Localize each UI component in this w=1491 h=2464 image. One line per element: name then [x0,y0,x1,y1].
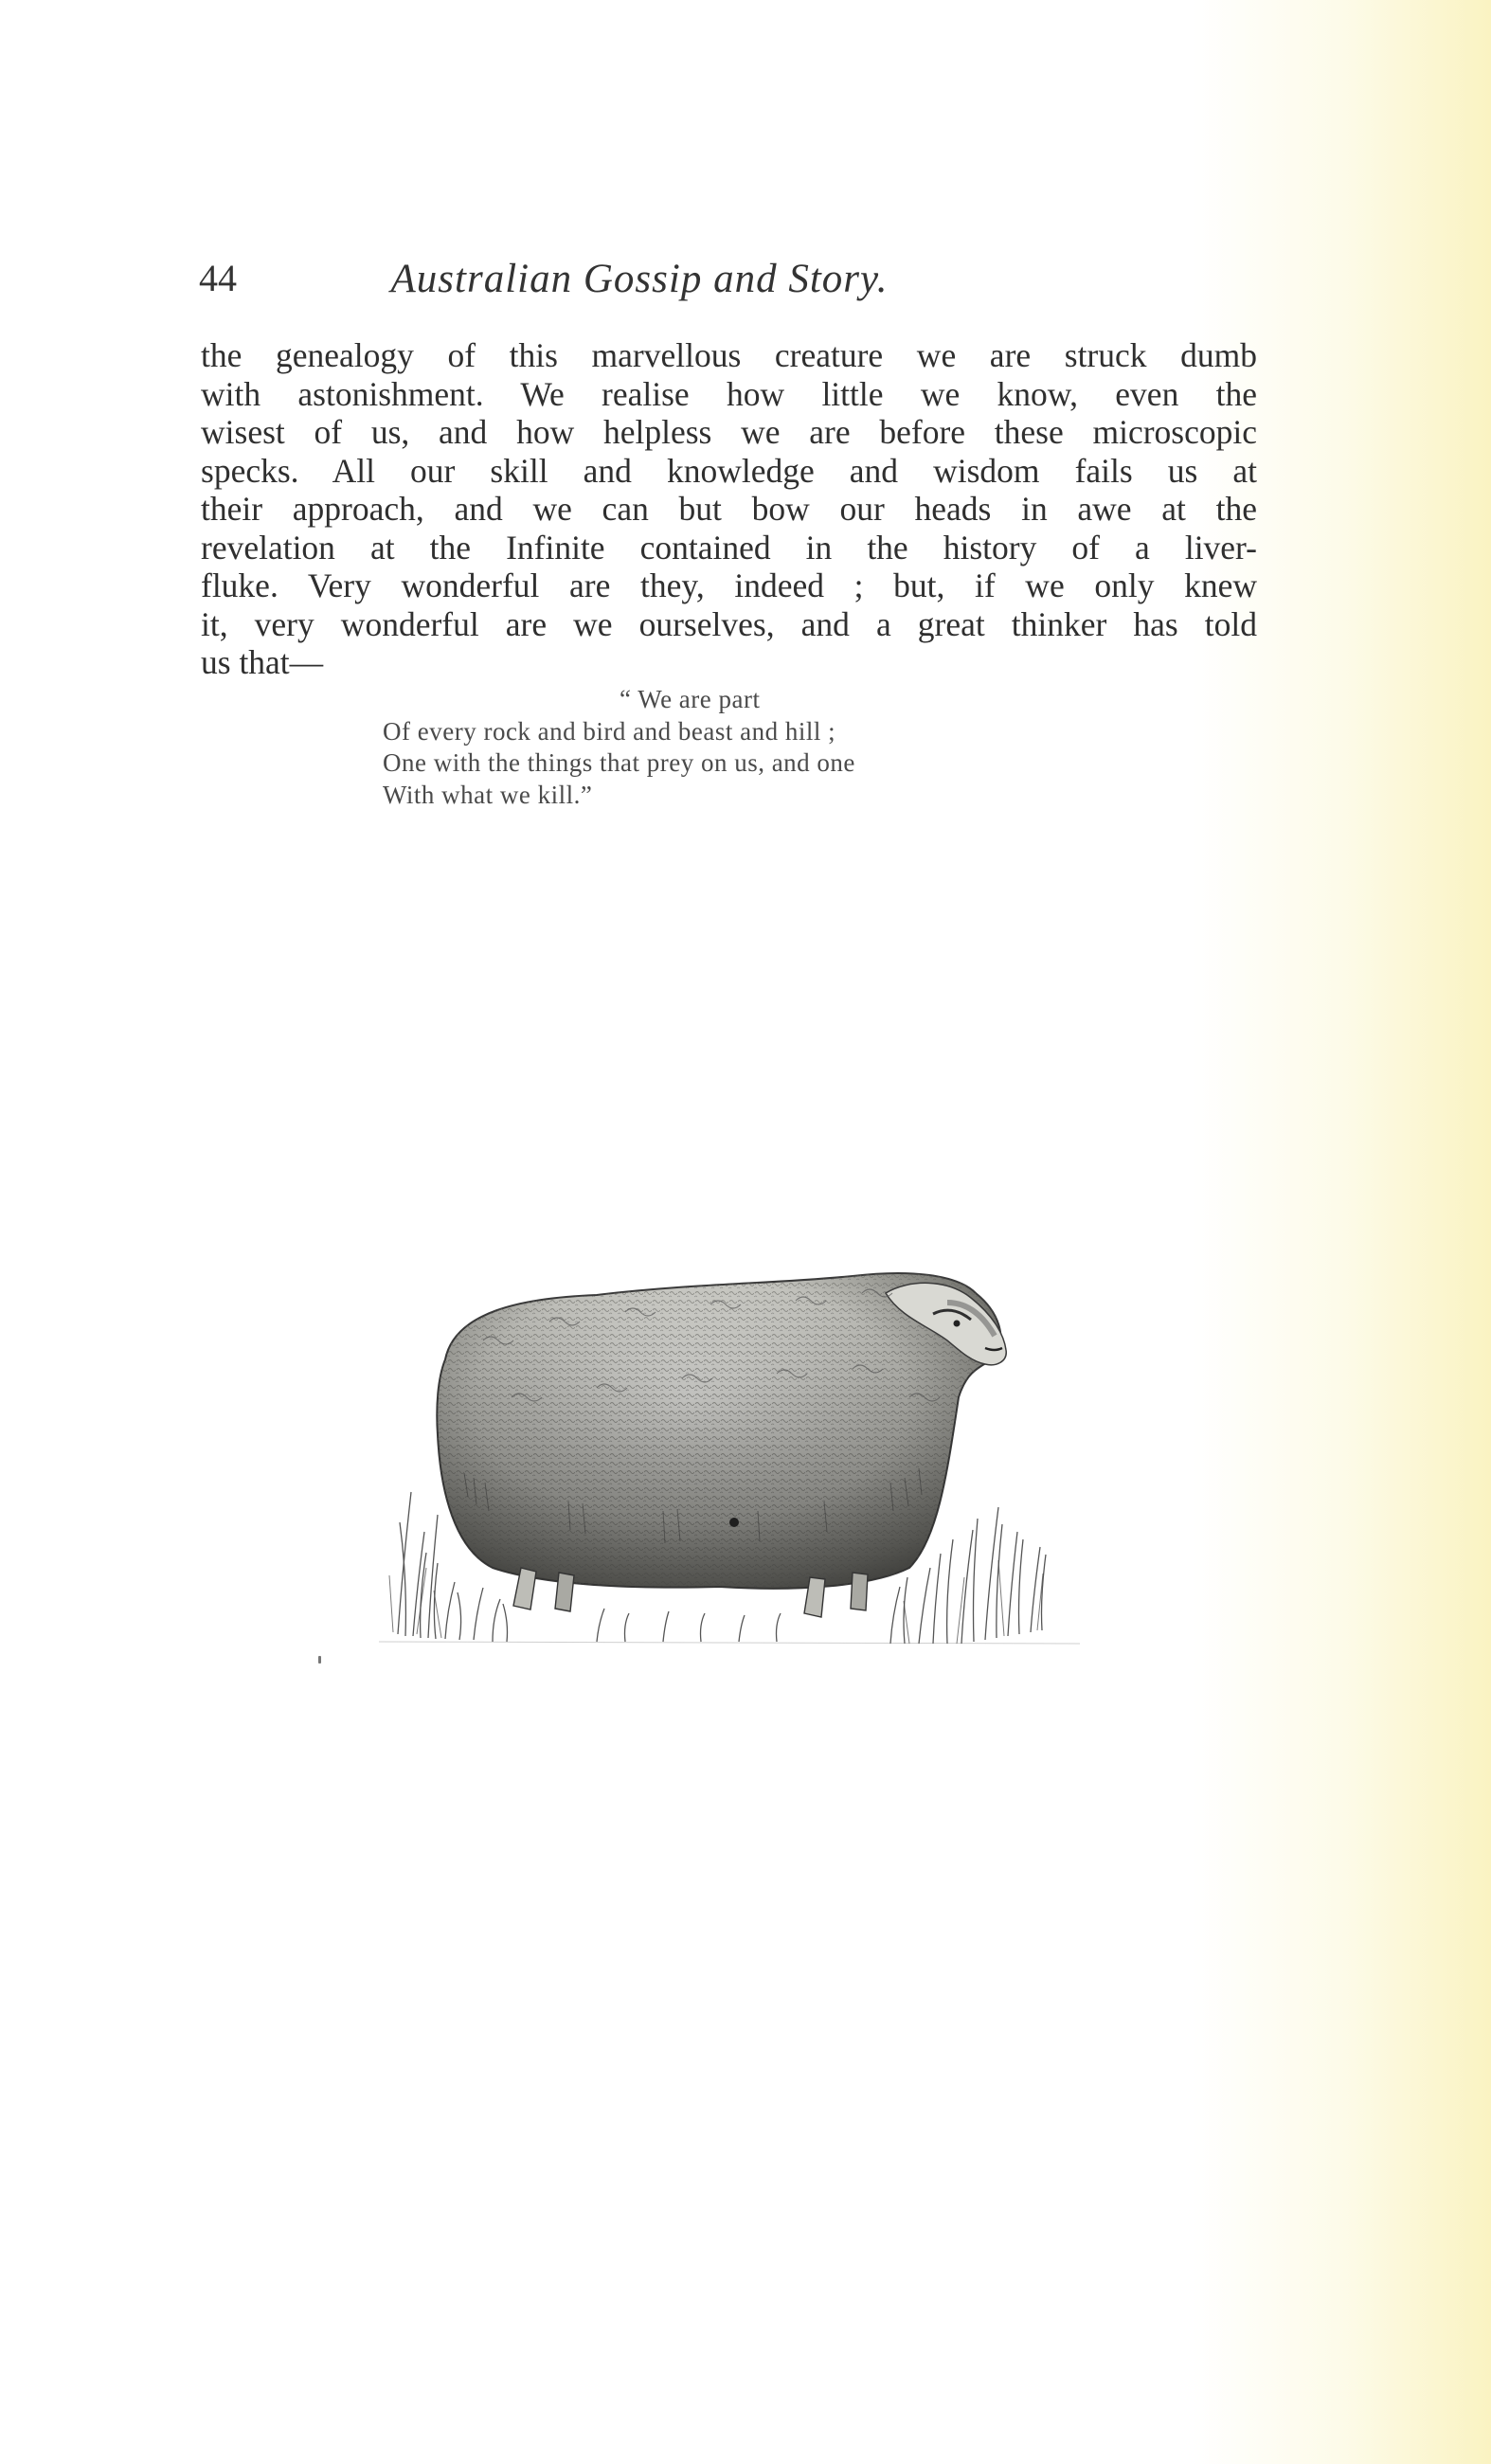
body-line: the genealogy of this marvellous creature we are struck dumb [201,336,1257,374]
body-line: wisest of us, and how helpless we are before these microscopic [201,413,1257,451]
verse-line: With what we kill.” [383,780,593,809]
sheep-engraving-icon [379,1255,1080,1653]
running-title: Australian Gossip and Story. [390,257,889,301]
body-paragraph [201,336,1257,682]
verse-line: One with the things that prey on us, and one [383,748,855,777]
verse-quotation [383,684,1065,811]
body-line: specks. All our skill and knowledge and wisdom fails us at [201,451,1257,490]
ink-speck [318,1656,321,1664]
running-head [199,256,985,313]
body-line: with astonishment. We realise how little we know, even the [201,374,1257,413]
body-line: their approach, and we can but bow our heads in awe at the [201,490,1257,528]
verse-line: “ We are part [620,685,761,713]
body-line: fluke. Very wonderful are they, indeed ; but, if we only knew [201,567,1257,604]
page-number: 44 [199,257,237,299]
body-line: us that— [201,643,324,681]
verse-line: Of every rock and bird and beast and hill ; [383,716,836,746]
body-line: revelation at the Infinite contained in the history of a liver- [201,528,1257,567]
body-line: it, very wonderful are we ourselves, and a great thinker has told [201,604,1257,643]
